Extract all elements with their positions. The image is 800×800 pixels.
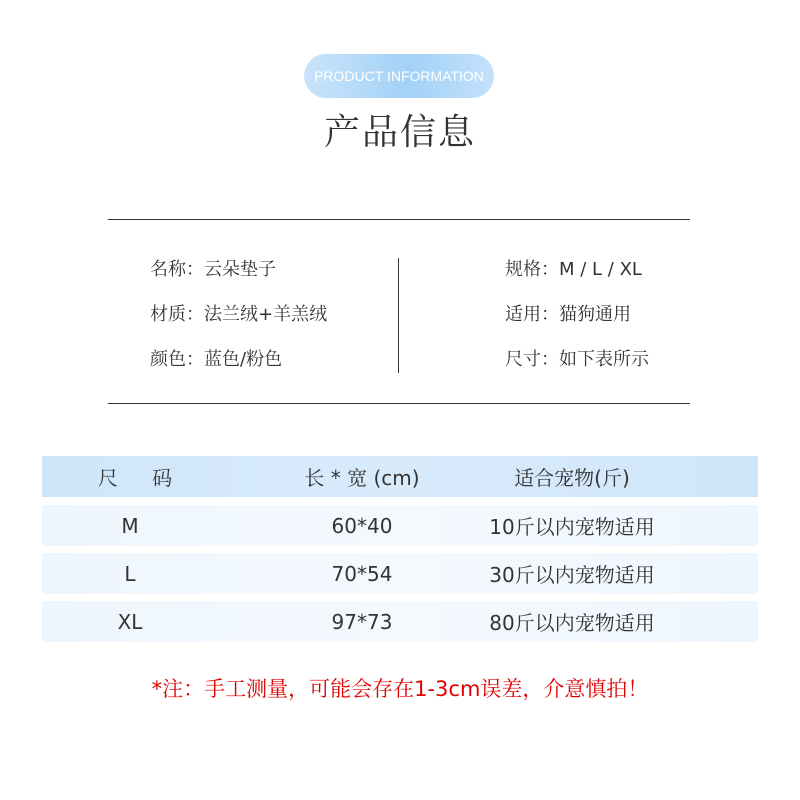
page-title: 产品信息 <box>323 112 476 153</box>
info-size: 尺寸：如下表所示 <box>505 349 649 370</box>
row-dimensions: 97*73 <box>331 609 393 634</box>
info-separator <box>398 258 399 373</box>
info-material: 材质：法兰绒+羊羔绒 <box>150 304 328 325</box>
row-pet-weight: 10斤以内宠物适用 <box>489 515 655 539</box>
row-pet-weight: 30斤以内宠物适用 <box>489 563 655 587</box>
info-name: 名称：云朵垫子 <box>150 259 276 280</box>
table-row <box>42 601 758 642</box>
top-divider <box>108 219 690 220</box>
info-color: 颜色：蓝色/粉色 <box>150 349 283 370</box>
table-row <box>42 553 758 594</box>
product-information-badge: PRODUCT INFORMATION <box>304 54 494 98</box>
row-size: XL <box>117 609 143 634</box>
measurement-note: *注：手工测量，可能会存在1-3cm误差，介意慎拍！ <box>151 677 649 701</box>
bottom-divider <box>108 403 690 404</box>
size-table-header <box>42 456 758 497</box>
header-size: 尺 码 <box>97 466 187 490</box>
row-pet-weight: 80斤以内宠物适用 <box>489 611 655 635</box>
table-row <box>42 505 758 546</box>
row-size: L <box>124 561 136 586</box>
row-dimensions: 70*54 <box>331 561 393 586</box>
header-pet-weight: 适合宠物(斤) <box>514 466 630 490</box>
header-dimensions: 长 * 宽 (cm) <box>304 466 420 490</box>
info-usage: 适用：猫狗通用 <box>505 304 631 325</box>
row-dimensions: 60*40 <box>331 513 393 538</box>
row-size: M <box>121 513 139 538</box>
info-spec: 规格：M / L / XL <box>505 259 642 280</box>
